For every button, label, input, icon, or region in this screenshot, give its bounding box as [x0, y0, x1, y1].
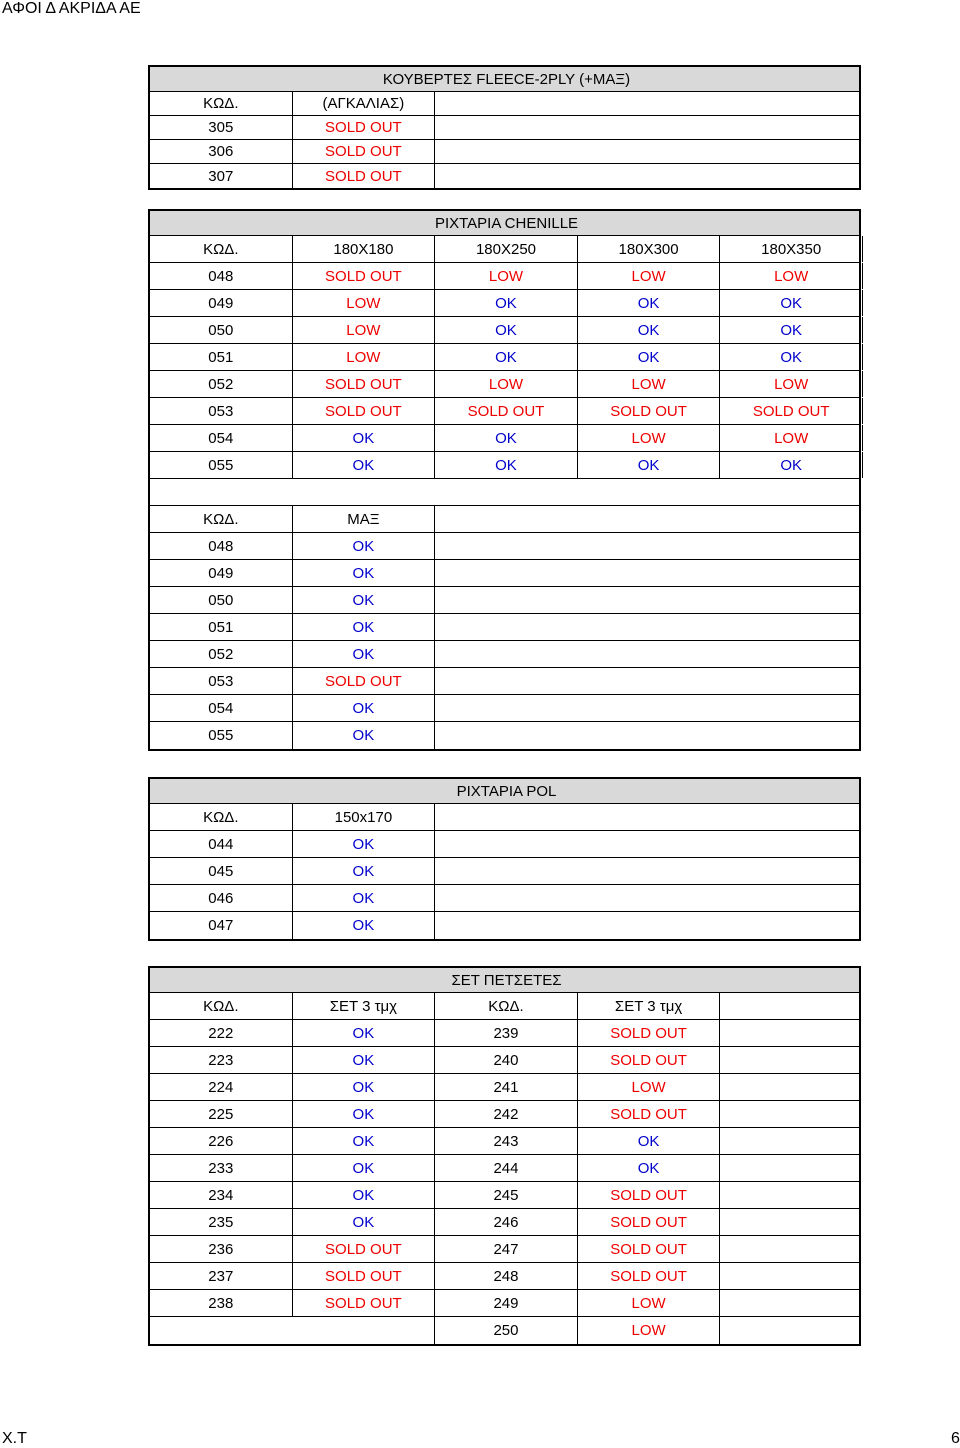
status-cell: SOLD OUT	[293, 371, 436, 397]
code-cell: 222	[150, 1020, 293, 1046]
status-cell: OK	[435, 425, 578, 451]
code-cell: 053	[150, 668, 293, 694]
status-cell: OK	[435, 290, 578, 316]
company-name: ΑΦΟΙ Δ ΑΚΡΙΔΑ ΑΕ	[2, 0, 141, 17]
code-cell: 055	[150, 722, 293, 749]
code-cell: 044	[150, 831, 293, 857]
pol-throws-table	[148, 777, 861, 941]
code-cell: 050	[150, 587, 293, 613]
table-header	[150, 211, 859, 236]
status-cell: LOW	[578, 371, 721, 397]
status-cell: OK	[293, 1047, 436, 1073]
status-cell: OK	[720, 290, 863, 316]
table-row	[150, 560, 859, 587]
table-header	[150, 67, 859, 92]
table-row	[150, 371, 859, 398]
table-row	[150, 290, 859, 317]
code-cell: 238	[150, 1290, 293, 1316]
status-cell: OK	[578, 344, 721, 370]
page-number: 6	[951, 1430, 960, 1447]
code-cell: 049	[150, 560, 293, 586]
status-cell: OK	[293, 452, 436, 478]
status-cell: LOW	[578, 1290, 721, 1316]
status-cell: OK	[293, 912, 436, 939]
code-cell: 241	[435, 1074, 578, 1100]
code-cell: 049	[150, 290, 293, 316]
table-row	[150, 1263, 859, 1290]
status-cell: OK	[293, 1209, 436, 1235]
status-cell: OK	[293, 614, 436, 640]
table-row	[150, 695, 859, 722]
spacer-row	[150, 479, 859, 506]
table-row	[150, 1182, 859, 1209]
code-cell: 246	[435, 1209, 578, 1235]
code-cell: 248	[435, 1263, 578, 1289]
table-row	[150, 1209, 859, 1236]
status-cell: SOLD OUT	[578, 1209, 721, 1235]
table-row	[150, 1236, 859, 1263]
code-cell: 249	[435, 1290, 578, 1316]
status-cell: OK	[435, 452, 578, 478]
table-title: ΡΙΧΤΑΡΙΑ POL	[456, 783, 557, 800]
status-cell: OK	[293, 587, 436, 613]
status-cell: OK	[578, 452, 721, 478]
code-cell: 051	[150, 614, 293, 640]
column-header: 180Χ300	[578, 236, 721, 262]
status-cell: SOLD OUT	[578, 1182, 721, 1208]
status-cell: OK	[293, 1101, 436, 1127]
status-cell: SOLD OUT	[293, 668, 436, 694]
code-cell: 054	[150, 425, 293, 451]
table-row	[150, 116, 859, 140]
code-cell: 226	[150, 1128, 293, 1154]
status-cell: SOLD OUT	[578, 1236, 721, 1262]
code-cell: 223	[150, 1047, 293, 1073]
status-cell: OK	[720, 344, 863, 370]
status-cell: SOLD OUT	[293, 164, 436, 188]
status-cell: LOW	[293, 290, 436, 316]
status-cell: OK	[293, 1020, 436, 1046]
status-cell: LOW	[435, 263, 578, 289]
status-cell: LOW	[720, 425, 863, 451]
code-cell: 051	[150, 344, 293, 370]
towel-sets-table	[148, 966, 861, 1346]
code-cell: 046	[150, 885, 293, 911]
column-header-code: ΚΩΔ.	[150, 92, 293, 115]
table-header	[150, 779, 859, 804]
status-cell: OK	[293, 560, 436, 586]
table-row	[150, 164, 859, 188]
column-header: ΚΩΔ.	[150, 993, 293, 1019]
status-cell	[293, 1317, 436, 1344]
status-cell: SOLD OUT	[293, 263, 436, 289]
code-cell: 224	[150, 1074, 293, 1100]
column-header: ΚΩΔ.	[150, 506, 293, 532]
status-cell: LOW	[720, 371, 863, 397]
code-cell: 048	[150, 263, 293, 289]
code-cell: 050	[150, 317, 293, 343]
status-cell: OK	[293, 1128, 436, 1154]
code-cell: 053	[150, 398, 293, 424]
status-cell: OK	[293, 1155, 436, 1181]
code-cell: 054	[150, 695, 293, 721]
code-cell: 239	[435, 1020, 578, 1046]
code-cell: 235	[150, 1209, 293, 1235]
code-cell: 233	[150, 1155, 293, 1181]
column-header: ΣΕΤ 3 τμχ	[578, 993, 721, 1019]
status-cell: OK	[578, 290, 721, 316]
table-row	[150, 1128, 859, 1155]
status-cell: OK	[578, 1128, 721, 1154]
status-cell: LOW	[720, 263, 863, 289]
status-cell: LOW	[578, 263, 721, 289]
table-row	[150, 1155, 859, 1182]
column-header: ΚΩΔ.	[435, 993, 578, 1019]
table-row	[150, 641, 859, 668]
column-header: 150x170	[293, 804, 436, 830]
column-header: 180Χ350	[720, 236, 863, 262]
status-cell: OK	[435, 344, 578, 370]
table-row	[150, 140, 859, 164]
footer-initials: Χ.Τ	[2, 1430, 27, 1447]
status-cell: OK	[293, 1182, 436, 1208]
fleece-blankets-table	[148, 65, 861, 190]
table-row	[150, 858, 859, 885]
code-cell: 245	[435, 1182, 578, 1208]
column-header-row	[150, 993, 859, 1020]
column-header: ΚΩΔ.	[150, 804, 293, 830]
table-title: ΣΕΤ ΠΕΤΣΕΤΕΣ	[451, 972, 562, 989]
table-row	[150, 831, 859, 858]
status-cell: SOLD OUT	[578, 1020, 721, 1046]
table-column-header-row	[150, 92, 859, 116]
status-cell: LOW	[435, 371, 578, 397]
status-cell: OK	[293, 641, 436, 667]
column-header: ΜΑΞ	[293, 506, 436, 532]
status-cell: SOLD OUT	[293, 1290, 436, 1316]
column-header-name: (ΑΓΚΑΛΙΑΣ)	[293, 92, 436, 115]
status-cell: SOLD OUT	[293, 140, 436, 163]
table-row	[150, 1101, 859, 1128]
column-header-row	[150, 506, 859, 533]
code-cell: 306	[150, 140, 293, 163]
status-cell: SOLD OUT	[720, 398, 863, 424]
table-row	[150, 1020, 859, 1047]
code-cell: 045	[150, 858, 293, 884]
table-row	[150, 614, 859, 641]
status-cell: OK	[293, 722, 436, 749]
status-cell: SOLD OUT	[578, 398, 721, 424]
code-cell: 247	[435, 1236, 578, 1262]
status-cell: OK	[293, 885, 436, 911]
table-header	[150, 968, 859, 993]
table-title: ΡΙΧΤΑΡΙΑ CHENILLE	[434, 215, 579, 232]
code-cell: 250	[435, 1317, 578, 1344]
status-cell: SOLD OUT	[293, 398, 436, 424]
table-row	[150, 1074, 859, 1101]
status-cell: SOLD OUT	[435, 398, 578, 424]
status-cell: OK	[578, 1155, 721, 1181]
table-row	[150, 1047, 859, 1074]
chenille-throws-table	[148, 209, 861, 751]
table-row	[150, 263, 859, 290]
table-row	[150, 885, 859, 912]
code-cell: 237	[150, 1263, 293, 1289]
status-cell: OK	[293, 858, 436, 884]
table-row	[150, 398, 859, 425]
table-row	[150, 722, 859, 749]
code-cell: 307	[150, 164, 293, 188]
status-cell: OK	[293, 831, 436, 857]
status-cell: OK	[293, 425, 436, 451]
status-cell: SOLD OUT	[578, 1047, 721, 1073]
table-row	[150, 1317, 859, 1344]
status-cell: LOW	[578, 1317, 721, 1344]
status-cell: LOW	[293, 344, 436, 370]
code-cell	[150, 1317, 293, 1344]
status-cell: OK	[293, 695, 436, 721]
status-cell: LOW	[578, 425, 721, 451]
column-header: ΣΕΤ 3 τμχ	[293, 993, 436, 1019]
table-row	[150, 587, 859, 614]
column-header: 180Χ250	[435, 236, 578, 262]
table-row	[150, 344, 859, 371]
code-cell: 225	[150, 1101, 293, 1127]
column-header: ΚΩΔ.	[150, 236, 293, 262]
code-cell: 244	[435, 1155, 578, 1181]
table-row	[150, 533, 859, 560]
code-cell: 234	[150, 1182, 293, 1208]
table-row	[150, 1290, 859, 1317]
code-cell: 052	[150, 371, 293, 397]
status-cell: SOLD OUT	[293, 1263, 436, 1289]
column-header-row	[150, 804, 859, 831]
code-cell: 055	[150, 452, 293, 478]
status-cell: OK	[435, 317, 578, 343]
table-row	[150, 452, 859, 479]
status-cell: OK	[720, 452, 863, 478]
code-cell: 305	[150, 116, 293, 139]
code-cell: 240	[435, 1047, 578, 1073]
table-row	[150, 668, 859, 695]
status-cell: OK	[720, 317, 863, 343]
status-cell: LOW	[293, 317, 436, 343]
code-cell: 243	[435, 1128, 578, 1154]
status-cell: SOLD OUT	[578, 1263, 721, 1289]
status-cell: OK	[293, 533, 436, 559]
code-cell: 052	[150, 641, 293, 667]
status-cell: SOLD OUT	[293, 116, 436, 139]
table-row	[150, 425, 859, 452]
code-cell: 242	[435, 1101, 578, 1127]
code-cell: 048	[150, 533, 293, 559]
code-cell: 047	[150, 912, 293, 939]
status-cell: OK	[578, 317, 721, 343]
table-row	[150, 912, 859, 939]
table-title: ΚΟΥΒΕΡΤΕΣ FLEECE-2PLY (+ΜΑΞ)	[382, 71, 631, 88]
status-cell: LOW	[578, 1074, 721, 1100]
status-cell: SOLD OUT	[293, 1236, 436, 1262]
table-row	[150, 317, 859, 344]
code-cell: 236	[150, 1236, 293, 1262]
column-header: 180Χ180	[293, 236, 436, 262]
table-column-header-row	[150, 236, 859, 263]
status-cell: OK	[293, 1074, 436, 1100]
status-cell: SOLD OUT	[578, 1101, 721, 1127]
